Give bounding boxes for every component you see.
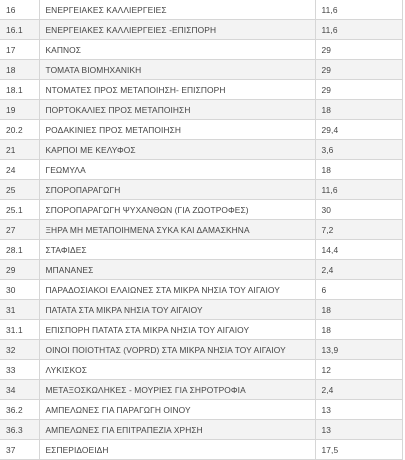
table-row [0,360,402,380]
table-row [0,420,402,440]
table-row [0,60,402,80]
crop-code: 29 [0,260,39,280]
crop-name: ΕΝΕΡΓΕΙΑΚΕΣ ΚΑΛΛΙΕΡΓΕΙΕΣ -ΕΠΙΣΠΟΡΗ [39,20,315,40]
crop-code: 18.1 [0,80,39,100]
crop-value: 18 [315,100,402,120]
crop-value: 13 [315,420,402,440]
crop-name: ΜΕΤΑΞΟΣΚΩΛΗΚΕΣ - ΜΟΥΡΙΕΣ ΓΙΑ ΣΗΡΟΤΡΟΦΙΑ [39,380,315,400]
table-row [0,260,402,280]
crop-name: ΜΠΑΝΑΝΕΣ [39,260,315,280]
crop-code: 31.1 [0,320,39,340]
table-row [0,380,402,400]
table-row [0,160,402,180]
table-row [0,120,402,140]
crop-code: 37 [0,440,39,460]
crop-value: 30 [315,200,402,220]
crop-value: 11,6 [315,0,402,20]
table-row [0,40,402,60]
crop-code: 30 [0,280,39,300]
crop-name: ΕΝΕΡΓΕΙΑΚΕΣ ΚΑΛΛΙΕΡΓΕΙΕΣ [39,0,315,20]
crop-value: 18 [315,300,402,320]
crop-value: 11,6 [315,180,402,200]
table-row [0,300,402,320]
crop-code: 16 [0,0,39,20]
crop-value: 29 [315,80,402,100]
crop-name: ΞΗΡΑ ΜΗ ΜΕΤΑΠΟΙΗΜΕΝΑ ΣΥΚΑ ΚΑΙ ΔΑΜΑΣΚΗΝΑ [39,220,315,240]
crop-name: ΠΑΤΑΤΑ ΣΤΑ ΜΙΚΡΑ ΝΗΣΙΑ ΤΟΥ ΑΙΓΑΙΟΥ [39,300,315,320]
crop-name: ΕΠΙΣΠΟΡΗ ΠΑΤΑΤΑ ΣΤΑ ΜΙΚΡΑ ΝΗΣΙΑ ΤΟΥ ΑΙΓΑΙΟΥ [39,320,315,340]
crop-name: ΣΠΟΡΟΠΑΡΑΓΩΓΗ [39,180,315,200]
crop-code: 17 [0,40,39,60]
crop-value: 18 [315,320,402,340]
crop-name: ΚΑΡΠΟΙ ΜΕ ΚΕΛΥΦΟΣ [39,140,315,160]
table-row [0,340,402,360]
crop-value: 2,4 [315,380,402,400]
crop-name: ΡΟΔΑΚΙΝΙΕΣ ΠΡΟΣ ΜΕΤΑΠΟΙΗΣΗ [39,120,315,140]
crop-value: 3,6 [315,140,402,160]
crop-name: ΓΕΩΜΥΛΑ [39,160,315,180]
crop-code: 28.1 [0,240,39,260]
crop-value: 29 [315,40,402,60]
crop-code: 36.3 [0,420,39,440]
crop-code: 21 [0,140,39,160]
crop-name: ΤΟΜΑΤΑ ΒΙΟΜΗΧΑΝΙΚΗ [39,60,315,80]
crop-code: 36.2 [0,400,39,420]
table-row [0,200,402,220]
crop-name: ΚΑΠΝΟΣ [39,40,315,60]
crop-name: ΑΜΠΕΛΩΝΕΣ ΓΙΑ ΠΑΡΑΓΩΓΗ ΟΙΝΟΥ [39,400,315,420]
crop-value: 12 [315,360,402,380]
crop-code: 20.2 [0,120,39,140]
crop-code: 24 [0,160,39,180]
crop-code: 19 [0,100,39,120]
crop-value: 7,2 [315,220,402,240]
crop-name: ΑΜΠΕΛΩΝΕΣ ΓΙΑ ΕΠΙΤΡΑΠΕΖΙΑ ΧΡΗΣΗ [39,420,315,440]
crop-name: ΠΟΡΤΟΚΑΛΙΕΣ ΠΡΟΣ ΜΕΤΑΠΟΙΗΣΗ [39,100,315,120]
crop-code: 32 [0,340,39,360]
crop-value: 2,4 [315,260,402,280]
crop-code: 34 [0,380,39,400]
table-row [0,220,402,240]
crop-value: 6 [315,280,402,300]
crop-code: 16.1 [0,20,39,40]
crop-value: 13,9 [315,340,402,360]
crop-value: 11,6 [315,20,402,40]
crop-value: 29,4 [315,120,402,140]
table-row [0,180,402,200]
crop-name: ΝΤΟΜΑΤΕΣ ΠΡΟΣ ΜΕΤΑΠΟΙΗΣΗ- ΕΠΙΣΠΟΡΗ [39,80,315,100]
crop-value: 29 [315,60,402,80]
crop-name: ΠΑΡΑΔΟΣΙΑΚΟΙ ΕΛΑΙΩΝΕΣ ΣΤΑ ΜΙΚΡΑ ΝΗΣΙΑ ΤΟΥ ΑΙΓΑΙΟΥ [39,280,315,300]
crop-name: ΕΣΠΕΡΙΔΟΕΙΔΗ [39,440,315,460]
table-row [0,100,402,120]
crop-name: ΣΠΟΡΟΠΑΡΑΓΩΓΗ ΨΥΧΑΝΘΩΝ (ΓΙΑ ΖΩΟΤΡΟΦΕΣ) [39,200,315,220]
table-row [0,400,402,420]
crop-value: 18 [315,160,402,180]
table-row [0,80,402,100]
crop-value: 14,4 [315,240,402,260]
crop-value: 13 [315,400,402,420]
table-row [0,320,402,340]
table-row [0,440,402,460]
crop-code: 25 [0,180,39,200]
crop-code: 31 [0,300,39,320]
crop-code: 33 [0,360,39,380]
crop-code: 27 [0,220,39,240]
table-row [0,140,402,160]
table-row [0,0,402,20]
table-row [0,240,402,260]
table-row [0,280,402,300]
crop-code: 18 [0,60,39,80]
crop-code: 25.1 [0,200,39,220]
crop-name: ΛΥΚΙΣΚΟΣ [39,360,315,380]
crop-name: ΣΤΑΦΙΔΕΣ [39,240,315,260]
table-row [0,20,402,40]
crop-value: 17,5 [315,440,402,460]
crop-name: ΟΙΝΟΙ ΠΟΙΟΤΗΤΑΣ (VOPRD) ΣΤΑ ΜΙΚΡΑ ΝΗΣΙΑ ΤΟΥ ΑΙΓΑΙΟΥ [39,340,315,360]
